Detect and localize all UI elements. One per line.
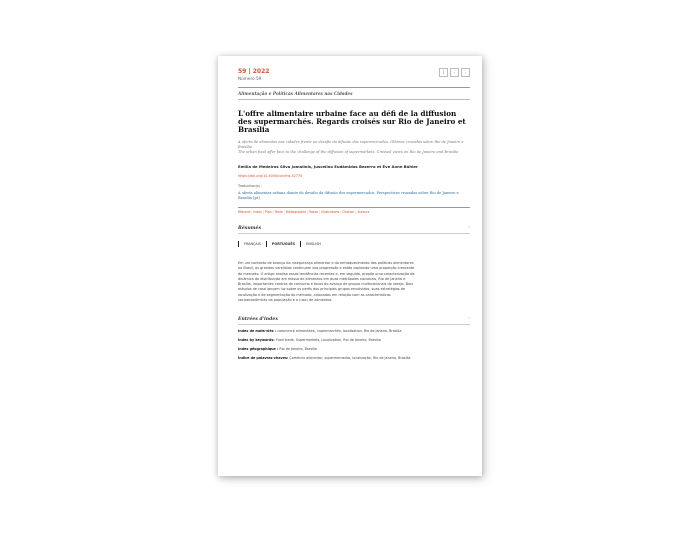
- alt-title-en: The urban food offer face to the challenge of the diffusion of supermarkets. Crossed views on Rio de Janeiro and Brasilia: [238, 150, 459, 154]
- index-value[interactable]: commerce alimentaire, supermarchés, localisation, Rio de Janeiro, Brasília: [277, 329, 402, 334]
- tool-separator: |: [251, 210, 253, 214]
- alt-titles: [238, 140, 470, 155]
- index-value[interactable]: Food trade, Supermarkets, Localization, Rio de Janeiro, Brasilia: [275, 338, 381, 343]
- tab-english[interactable]: ENGLISH: [300, 241, 326, 247]
- index-section-header[interactable]: [238, 317, 470, 325]
- tool-resume-link[interactable]: Résumé: [238, 210, 251, 214]
- article-title: L'offre alimentaire urbaine face au défi de la diffusion des supermarchés. Regards croisés sur Rio de Janeiro et Brasília: [238, 109, 466, 134]
- alt-title-pt: A oferta de alimentos nas cidades frente ao desafio da difusão dos supermercados. Olhares cruzados sobre Rio de Janeiro e Brasília: [238, 140, 464, 149]
- tool-text-link[interactable]: Texte: [274, 210, 283, 214]
- article-content: [238, 68, 470, 361]
- index-heading: Entrées d'index: [238, 317, 278, 323]
- chevron-up-icon[interactable]: ˄: [468, 317, 470, 323]
- tab-francais[interactable]: FRANÇAIS: [238, 241, 266, 247]
- pager-next-button[interactable]: ›: [461, 68, 470, 77]
- section-name[interactable]: Alimentação e Políticas Alimentares nas Cidades: [238, 91, 353, 96]
- tool-bibliography-link[interactable]: Bibliographie: [285, 210, 307, 214]
- resume-heading: Résumés: [238, 226, 262, 231]
- index-row: [238, 356, 470, 361]
- chevron-up-icon[interactable]: ˄: [468, 226, 470, 231]
- divider: [238, 87, 470, 88]
- tool-separator: |: [319, 210, 321, 214]
- index-value[interactable]: Comércio alimentar, supermercados, localização, Rio de Janeiro, Brasília: [289, 355, 411, 360]
- article-page: [218, 56, 482, 476]
- index-row: [238, 338, 470, 343]
- tool-separator: |: [307, 210, 309, 214]
- pager-prev-button[interactable]: ‹: [450, 68, 459, 77]
- index-key: Index by keywords:: [238, 338, 275, 343]
- article-toolbar: [238, 207, 470, 214]
- doi-link[interactable]: https://doi.org/10.4000/confins.52770: [238, 174, 303, 178]
- language-tabs: [238, 241, 470, 247]
- pager: [439, 68, 470, 77]
- tool-separator: |: [355, 210, 357, 214]
- pager-first-button[interactable]: 1: [439, 68, 448, 77]
- issue-label[interactable]: 59 | 2022: [238, 68, 270, 75]
- authors[interactable]: Emilia de Medeiros Silva Jomalinis, Juscelino Eudâmidas Bezerra et Éve Anne Bühler: [238, 164, 418, 169]
- tool-separator: |: [262, 210, 264, 214]
- index-key: Index géographique :: [238, 346, 279, 351]
- tool-citation-link[interactable]: Citation: [342, 210, 355, 214]
- translation-label: Traduction(s) :: [238, 184, 263, 188]
- tab-portugues[interactable]: PORTUGUÊS: [266, 241, 300, 247]
- divider: [238, 99, 470, 100]
- index-row: [238, 347, 470, 352]
- index-list: [238, 329, 470, 360]
- tool-plan-link[interactable]: Plan: [264, 210, 272, 214]
- tool-separator: |: [272, 210, 274, 214]
- index-value[interactable]: Rio de Janeiro, Brasília: [279, 346, 317, 351]
- index-key: Índice de palavras-chaves:: [238, 355, 289, 360]
- tool-authors-link[interactable]: Auteurs: [357, 210, 370, 214]
- resume-section-header[interactable]: [238, 226, 470, 234]
- tool-separator: |: [340, 210, 342, 214]
- index-key: Index de mots-clés :: [238, 329, 277, 334]
- issue-number: Número 59: [238, 76, 262, 81]
- tool-separator: |: [283, 210, 285, 214]
- issue-header: [238, 68, 470, 81]
- index-row: [238, 329, 470, 334]
- tool-index-link[interactable]: Index: [253, 210, 262, 214]
- abstract-text: Em um contexto de avanço da insegurança alimentar e do enfraquecimento das políticas alimentares no Brasil, os grandes varejistas continuam sua progressão e estão captando uma proporção crescente do mercado. O artigo analisa essas tendências recentes e, em seguida, propõe uma caracterização da dinâmica da distribuição em massa de alimentos em duas metrópoles nacionais, Rio de Janeiro e Brasília, importantes centros de consumo e focos do avanço de grupos multinacionais do varejo. Dois estudos de caso lançam luz sobre os perfis dos principais grupos envolvidos, suas estratégias de localização e de segmentação do mercado, colocadas em relação com as características socioeconômicas da população e o (uso) de alimentos.: [238, 261, 415, 303]
- tool-illustrations-link[interactable]: Illustrations: [321, 210, 340, 214]
- tool-notes-link[interactable]: Notes: [309, 210, 319, 214]
- translation-link[interactable]: A oferta alimentar urbana diante do desafio da difusão dos supermercados. Perspectivas cruzadas sobre Rio de Janeiro e Brasília [pt]: [238, 191, 459, 200]
